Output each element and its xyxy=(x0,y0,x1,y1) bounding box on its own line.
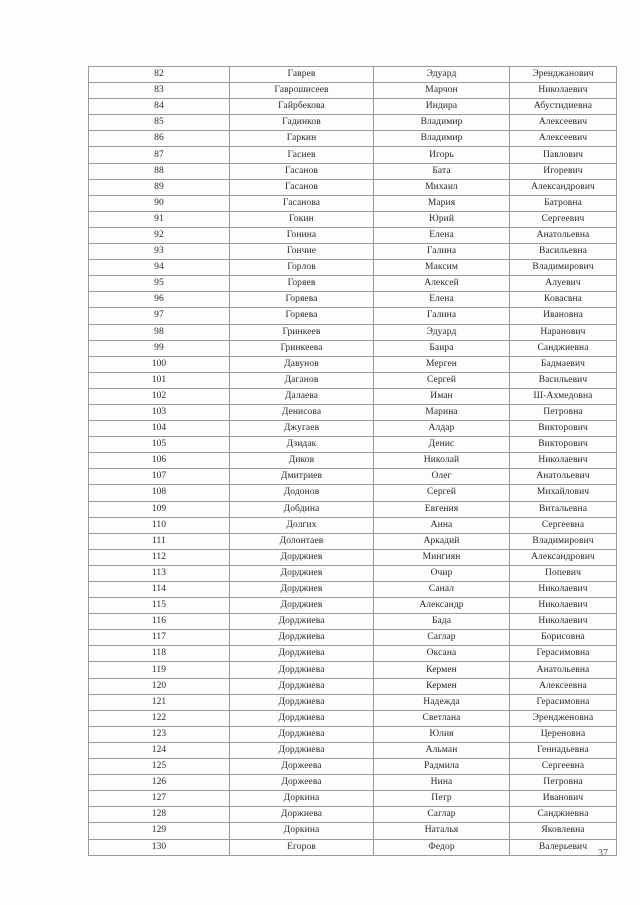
last-name-cell: Давунов xyxy=(230,356,374,372)
first-name-cell: Николай xyxy=(374,453,510,469)
table-row xyxy=(89,726,617,742)
last-name-cell: Диков xyxy=(230,453,374,469)
row-number-cell: 122 xyxy=(89,710,230,726)
row-number-cell: 123 xyxy=(89,726,230,742)
patronymic-cell: Александрович xyxy=(510,179,617,195)
first-name-cell: Алдар xyxy=(374,421,510,437)
first-name-cell: Галина xyxy=(374,308,510,324)
last-name-cell: Дорджиева xyxy=(230,646,374,662)
patronymic-cell: Алексеевна xyxy=(510,678,617,694)
first-name-cell: Надежда xyxy=(374,694,510,710)
row-number-cell: 102 xyxy=(89,388,230,404)
first-name-cell: Сергей xyxy=(374,372,510,388)
last-name-cell: Дорджиев xyxy=(230,565,374,581)
table-row xyxy=(89,839,617,855)
page-number: 37 xyxy=(598,848,608,859)
patronymic-cell: Николаевич xyxy=(510,598,617,614)
row-number-cell: 129 xyxy=(89,823,230,839)
last-name-cell: Горяев xyxy=(230,276,374,292)
row-number-cell: 85 xyxy=(89,115,230,131)
patronymic-cell: Анатольевна xyxy=(510,227,617,243)
first-name-cell: Елена xyxy=(374,292,510,308)
patronymic-cell: Эрендженовна xyxy=(510,710,617,726)
row-number-cell: 89 xyxy=(89,179,230,195)
patronymic-cell: Петровна xyxy=(510,404,617,420)
row-number-cell: 88 xyxy=(89,163,230,179)
row-number-cell: 121 xyxy=(89,694,230,710)
first-name-cell: Наталья xyxy=(374,823,510,839)
first-name-cell: Светлана xyxy=(374,710,510,726)
patronymic-cell: Сергеевна xyxy=(510,759,617,775)
row-number-cell: 125 xyxy=(89,759,230,775)
table-row xyxy=(89,678,617,694)
last-name-cell: Далаева xyxy=(230,388,374,404)
first-name-cell: Марчон xyxy=(374,83,510,99)
patronymic-cell: Батровна xyxy=(510,195,617,211)
first-name-cell: Бада xyxy=(374,614,510,630)
last-name-cell: Денисова xyxy=(230,404,374,420)
last-name-cell: Доркина xyxy=(230,823,374,839)
first-name-cell: Радмила xyxy=(374,759,510,775)
row-number-cell: 98 xyxy=(89,324,230,340)
row-number-cell: 117 xyxy=(89,630,230,646)
last-name-cell: Горяева xyxy=(230,292,374,308)
table-row xyxy=(89,276,617,292)
last-name-cell: Гокин xyxy=(230,211,374,227)
patronymic-cell: Алексеевич xyxy=(510,115,617,131)
patronymic-cell: Валерьевич xyxy=(510,839,617,855)
patronymic-cell: Абустидиевна xyxy=(510,99,617,115)
first-name-cell: Индира xyxy=(374,99,510,115)
table-row xyxy=(89,517,617,533)
first-name-cell: Максим xyxy=(374,260,510,276)
table-row xyxy=(89,147,617,163)
row-number-cell: 111 xyxy=(89,533,230,549)
first-name-cell: Бата xyxy=(374,163,510,179)
patronymic-cell: Ш-Ахмедовна xyxy=(510,388,617,404)
first-name-cell: Юрий xyxy=(374,211,510,227)
table-row xyxy=(89,823,617,839)
row-number-cell: 103 xyxy=(89,404,230,420)
first-name-cell: Мингиян xyxy=(374,549,510,565)
table-row xyxy=(89,775,617,791)
patronymic-cell: Владимирович xyxy=(510,260,617,276)
row-number-cell: 104 xyxy=(89,421,230,437)
last-name-cell: Долонтаев xyxy=(230,533,374,549)
table-row xyxy=(89,421,617,437)
patronymic-cell: Витальевна xyxy=(510,501,617,517)
last-name-cell: Дорджиева xyxy=(230,614,374,630)
row-number-cell: 118 xyxy=(89,646,230,662)
row-number-cell: 93 xyxy=(89,244,230,260)
last-name-cell: Дорджиев xyxy=(230,598,374,614)
table-row xyxy=(89,630,617,646)
patronymic-cell: Попевич xyxy=(510,565,617,581)
table-row xyxy=(89,179,617,195)
first-name-cell: Владимир xyxy=(374,115,510,131)
table-row xyxy=(89,469,617,485)
first-name-cell: Санал xyxy=(374,582,510,598)
table-row xyxy=(89,485,617,501)
table-row xyxy=(89,404,617,420)
patronymic-cell: Сергеевич xyxy=(510,211,617,227)
last-name-cell: Дзидак xyxy=(230,437,374,453)
first-name-cell: Оксана xyxy=(374,646,510,662)
table-row xyxy=(89,549,617,565)
table-row xyxy=(89,598,617,614)
patronymic-cell: Яковлевна xyxy=(510,823,617,839)
patronymic-cell: Викторович xyxy=(510,421,617,437)
table-row xyxy=(89,115,617,131)
last-name-cell: Дорджиева xyxy=(230,726,374,742)
patronymic-cell: Владимирович xyxy=(510,533,617,549)
last-name-cell: Гасанов xyxy=(230,163,374,179)
first-name-cell: Владимир xyxy=(374,131,510,147)
last-name-cell: Горяева xyxy=(230,308,374,324)
table-row xyxy=(89,807,617,823)
patronymic-cell: Васильевич xyxy=(510,372,617,388)
last-name-cell: Гасанов xyxy=(230,179,374,195)
first-name-cell: Марина xyxy=(374,404,510,420)
first-name-cell: Кермен xyxy=(374,678,510,694)
first-name-cell: Иман xyxy=(374,388,510,404)
table-row xyxy=(89,646,617,662)
first-name-cell: Мария xyxy=(374,195,510,211)
table-row xyxy=(89,388,617,404)
last-name-cell: Дорджиева xyxy=(230,678,374,694)
table-row xyxy=(89,372,617,388)
row-number-cell: 114 xyxy=(89,582,230,598)
last-name-cell: Джугаев xyxy=(230,421,374,437)
last-name-cell: Дорджиев xyxy=(230,582,374,598)
table-row xyxy=(89,292,617,308)
last-name-cell: Даганов xyxy=(230,372,374,388)
row-number-cell: 94 xyxy=(89,260,230,276)
roster-table-body xyxy=(89,67,617,856)
last-name-cell: Дорджиева xyxy=(230,630,374,646)
table-row xyxy=(89,244,617,260)
table-row xyxy=(89,614,617,630)
row-number-cell: 86 xyxy=(89,131,230,147)
table-row xyxy=(89,163,617,179)
last-name-cell: Гайрбекова xyxy=(230,99,374,115)
patronymic-cell: Сергеевна xyxy=(510,517,617,533)
table-row xyxy=(89,437,617,453)
first-name-cell: Мерген xyxy=(374,356,510,372)
last-name-cell: Долгих xyxy=(230,517,374,533)
last-name-cell: Гадинков xyxy=(230,115,374,131)
table-row xyxy=(89,356,617,372)
first-name-cell: Альман xyxy=(374,742,510,758)
first-name-cell: Федор xyxy=(374,839,510,855)
last-name-cell: Гонина xyxy=(230,227,374,243)
row-number-cell: 100 xyxy=(89,356,230,372)
patronymic-cell: Иванович xyxy=(510,791,617,807)
patronymic-cell: Герасимовна xyxy=(510,694,617,710)
patronymic-cell: Алуевич xyxy=(510,276,617,292)
patronymic-cell: Геннадьевна xyxy=(510,742,617,758)
last-name-cell: Гончие xyxy=(230,244,374,260)
table-row xyxy=(89,131,617,147)
first-name-cell: Денис xyxy=(374,437,510,453)
row-number-cell: 116 xyxy=(89,614,230,630)
patronymic-cell: Алексеевич xyxy=(510,131,617,147)
last-name-cell: Горлов xyxy=(230,260,374,276)
table-row xyxy=(89,308,617,324)
first-name-cell: Аркадий xyxy=(374,533,510,549)
table-row xyxy=(89,67,617,83)
first-name-cell: Александр xyxy=(374,598,510,614)
patronymic-cell: Ивановна xyxy=(510,308,617,324)
row-number-cell: 95 xyxy=(89,276,230,292)
patronymic-cell: Наранович xyxy=(510,324,617,340)
patronymic-cell: Борисовна xyxy=(510,630,617,646)
first-name-cell: Елена xyxy=(374,227,510,243)
row-number-cell: 99 xyxy=(89,340,230,356)
row-number-cell: 105 xyxy=(89,437,230,453)
last-name-cell: Дорджиев xyxy=(230,549,374,565)
first-name-cell: Михаил xyxy=(374,179,510,195)
first-name-cell: Саглар xyxy=(374,807,510,823)
table-row xyxy=(89,211,617,227)
row-number-cell: 92 xyxy=(89,227,230,243)
last-name-cell: Гаврошисеев xyxy=(230,83,374,99)
row-number-cell: 112 xyxy=(89,549,230,565)
row-number-cell: 106 xyxy=(89,453,230,469)
row-number-cell: 96 xyxy=(89,292,230,308)
table-row xyxy=(89,791,617,807)
table-row xyxy=(89,195,617,211)
row-number-cell: 90 xyxy=(89,195,230,211)
patronymic-cell: Николаевич xyxy=(510,453,617,469)
patronymic-cell: Павлович xyxy=(510,147,617,163)
row-number-cell: 126 xyxy=(89,775,230,791)
table-row xyxy=(89,582,617,598)
first-name-cell: Евгения xyxy=(374,501,510,517)
table-row xyxy=(89,533,617,549)
first-name-cell: Анна xyxy=(374,517,510,533)
patronymic-cell: Николаевич xyxy=(510,614,617,630)
row-number-cell: 84 xyxy=(89,99,230,115)
table-row xyxy=(89,340,617,356)
row-number-cell: 115 xyxy=(89,598,230,614)
table-row xyxy=(89,710,617,726)
first-name-cell: Кермен xyxy=(374,662,510,678)
table-row xyxy=(89,227,617,243)
first-name-cell: Баира xyxy=(374,340,510,356)
first-name-cell: Галина xyxy=(374,244,510,260)
table-row xyxy=(89,501,617,517)
row-number-cell: 120 xyxy=(89,678,230,694)
row-number-cell: 110 xyxy=(89,517,230,533)
first-name-cell: Нина xyxy=(374,775,510,791)
patronymic-cell: Санджиевна xyxy=(510,340,617,356)
last-name-cell: Егоров xyxy=(230,839,374,855)
roster-table xyxy=(88,66,617,856)
row-number-cell: 82 xyxy=(89,67,230,83)
row-number-cell: 130 xyxy=(89,839,230,855)
patronymic-cell: Ковасвна xyxy=(510,292,617,308)
table-row xyxy=(89,324,617,340)
first-name-cell: Петр xyxy=(374,791,510,807)
last-name-cell: Гринкеева xyxy=(230,340,374,356)
first-name-cell: Алексей xyxy=(374,276,510,292)
last-name-cell: Дорджиева xyxy=(230,694,374,710)
last-name-cell: Додонов xyxy=(230,485,374,501)
last-name-cell: Доржеева xyxy=(230,759,374,775)
patronymic-cell: Васильевна xyxy=(510,244,617,260)
table-row xyxy=(89,759,617,775)
patronymic-cell: Петровна xyxy=(510,775,617,791)
first-name-cell: Саглар xyxy=(374,630,510,646)
patronymic-cell: Цереновна xyxy=(510,726,617,742)
patronymic-cell: Анатольевич xyxy=(510,469,617,485)
row-number-cell: 108 xyxy=(89,485,230,501)
first-name-cell: Эдуард xyxy=(374,324,510,340)
last-name-cell: Дмитриев xyxy=(230,469,374,485)
patronymic-cell: Николаевич xyxy=(510,582,617,598)
patronymic-cell: Бадмаевич xyxy=(510,356,617,372)
row-number-cell: 97 xyxy=(89,308,230,324)
first-name-cell: Эдуард xyxy=(374,67,510,83)
table-row xyxy=(89,260,617,276)
patronymic-cell: Игоревич xyxy=(510,163,617,179)
first-name-cell: Сергей xyxy=(374,485,510,501)
table-row xyxy=(89,453,617,469)
last-name-cell: Гасиев xyxy=(230,147,374,163)
row-number-cell: 91 xyxy=(89,211,230,227)
last-name-cell: Дорджиева xyxy=(230,662,374,678)
last-name-cell: Гаркин xyxy=(230,131,374,147)
row-number-cell: 113 xyxy=(89,565,230,581)
row-number-cell: 119 xyxy=(89,662,230,678)
patronymic-cell: Михайлович xyxy=(510,485,617,501)
table-row xyxy=(89,99,617,115)
patronymic-cell: Эренджанович xyxy=(510,67,617,83)
first-name-cell: Олег xyxy=(374,469,510,485)
patronymic-cell: Александрович xyxy=(510,549,617,565)
last-name-cell: Доржеева xyxy=(230,775,374,791)
last-name-cell: Дорджиева xyxy=(230,742,374,758)
row-number-cell: 124 xyxy=(89,742,230,758)
row-number-cell: 109 xyxy=(89,501,230,517)
last-name-cell: Доркина xyxy=(230,791,374,807)
table-row xyxy=(89,662,617,678)
patronymic-cell: Санджиевна xyxy=(510,807,617,823)
row-number-cell: 83 xyxy=(89,83,230,99)
patronymic-cell: Герасимовна xyxy=(510,646,617,662)
table-row xyxy=(89,694,617,710)
patronymic-cell: Викторович xyxy=(510,437,617,453)
last-name-cell: Гринкеев xyxy=(230,324,374,340)
row-number-cell: 87 xyxy=(89,147,230,163)
last-name-cell: Добдина xyxy=(230,501,374,517)
last-name-cell: Дорджиева xyxy=(230,710,374,726)
last-name-cell: Гаврев xyxy=(230,67,374,83)
patronymic-cell: Анатольевна xyxy=(510,662,617,678)
first-name-cell: Очир xyxy=(374,565,510,581)
row-number-cell: 128 xyxy=(89,807,230,823)
row-number-cell: 127 xyxy=(89,791,230,807)
row-number-cell: 107 xyxy=(89,469,230,485)
last-name-cell: Гасанова xyxy=(230,195,374,211)
table-row xyxy=(89,83,617,99)
patronymic-cell: Николаевич xyxy=(510,83,617,99)
table-row xyxy=(89,742,617,758)
last-name-cell: Доржиева xyxy=(230,807,374,823)
table-row xyxy=(89,565,617,581)
row-number-cell: 101 xyxy=(89,372,230,388)
first-name-cell: Юлия xyxy=(374,726,510,742)
first-name-cell: Игорь xyxy=(374,147,510,163)
